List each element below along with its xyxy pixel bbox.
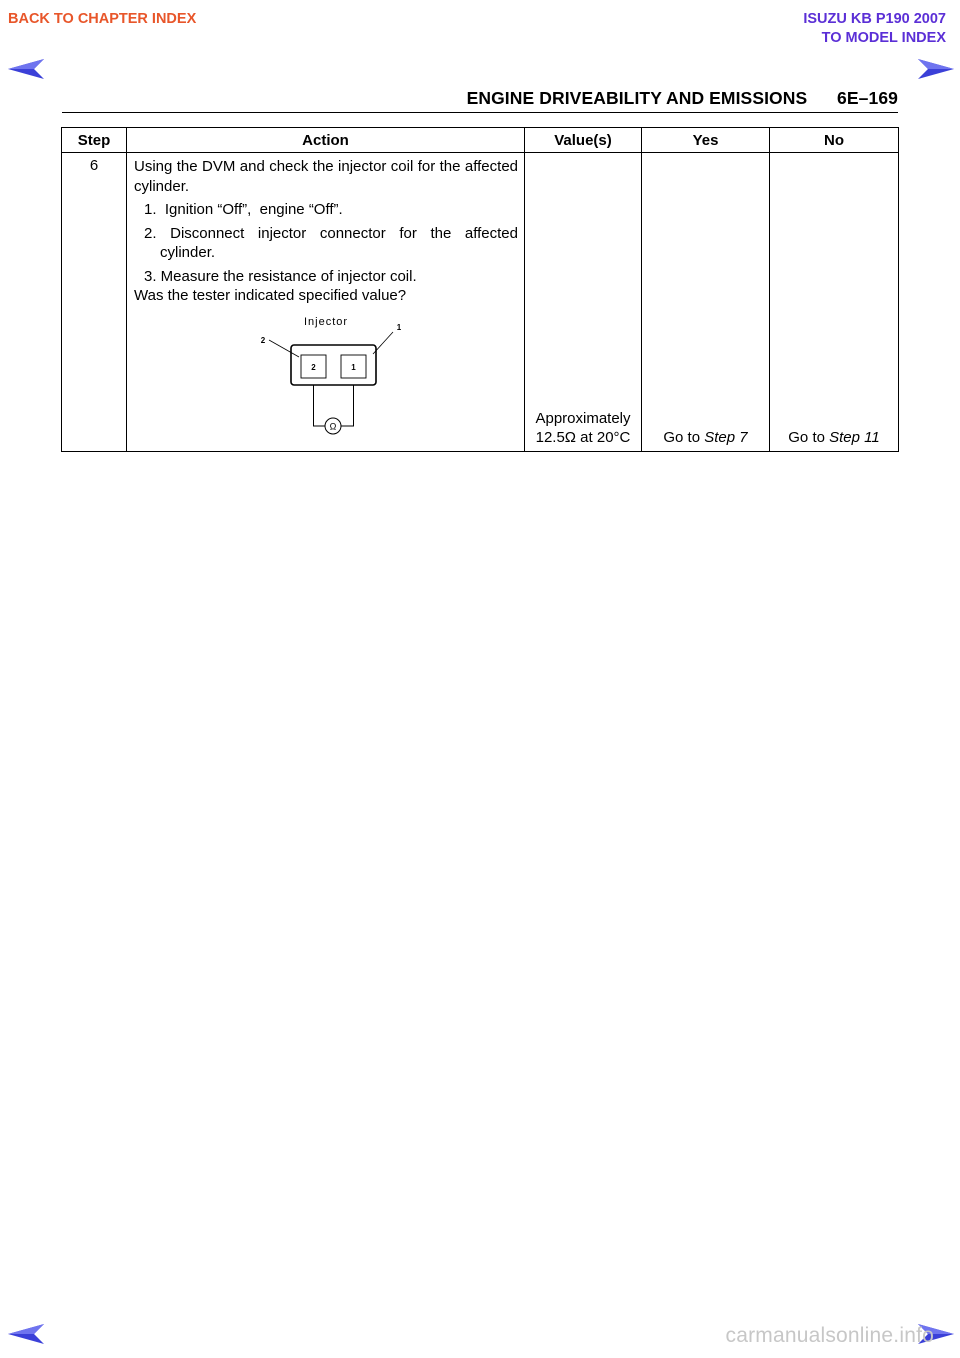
to-model-index-link[interactable]: TO MODEL INDEX bbox=[821, 30, 946, 46]
action-cell bbox=[127, 153, 525, 452]
action-intro: Using the DVM and check the injector coil for the affected cylinder. bbox=[134, 158, 518, 195]
column-header-values: Value(s) bbox=[525, 128, 642, 153]
no-step-link: Step 11 bbox=[829, 429, 880, 446]
meter-lead-right bbox=[341, 385, 354, 426]
callout-1-label: 1 bbox=[396, 322, 402, 332]
site-watermark: carmanualsonline.info bbox=[725, 1324, 934, 1347]
value-cell bbox=[525, 153, 642, 452]
back-to-chapter-index-link[interactable]: BACK TO CHAPTER INDEX bbox=[8, 11, 197, 27]
action-step-2-line1: 2. Disconnect injector connector for the affected bbox=[144, 224, 518, 242]
meter-lead-left bbox=[314, 385, 326, 426]
pin-2-label: 2 bbox=[311, 362, 316, 372]
ohm-symbol: Ω bbox=[329, 421, 337, 431]
diagram-title: Injector bbox=[303, 315, 349, 328]
model-title-link[interactable]: ISUZU KB P190 2007 bbox=[803, 11, 946, 27]
title-divider bbox=[62, 112, 898, 113]
action-step-3: 3. Measure the resistance of injector coil. bbox=[144, 267, 417, 285]
table-header-row bbox=[62, 128, 899, 153]
no-prefix: Go to bbox=[788, 429, 830, 446]
no-cell bbox=[770, 153, 899, 452]
yes-cell bbox=[642, 153, 770, 452]
pin-1-label: 1 bbox=[351, 362, 356, 372]
injector-connector-body bbox=[291, 345, 376, 385]
action-step-2-line2: cylinder. bbox=[160, 244, 216, 261]
action-step-1: 1. Ignition “Off”, engine “Off”. bbox=[144, 201, 343, 218]
action-question: Was the tester indicated specified value? bbox=[134, 287, 407, 304]
page-title: ENGINE DRIVEABILITY AND EMISSIONS 6E–169 bbox=[466, 88, 898, 108]
yes-step-link: Step 7 bbox=[704, 429, 748, 446]
diagnostic-step-table bbox=[61, 127, 899, 452]
column-header-step: Step bbox=[62, 128, 127, 153]
column-header-action: Action bbox=[127, 128, 525, 153]
column-header-no: No bbox=[770, 128, 899, 153]
callout-2-label: 2 bbox=[260, 335, 266, 345]
arrow-right-icon[interactable] bbox=[916, 57, 956, 81]
action-step-2 bbox=[134, 224, 518, 263]
arrow-left-icon[interactable] bbox=[6, 57, 46, 81]
step-number: 6 bbox=[62, 153, 127, 452]
yes-prefix: Go to bbox=[663, 429, 705, 446]
table-row bbox=[62, 153, 899, 452]
column-header-yes: Yes bbox=[642, 128, 770, 153]
value-line-2: 12.5Ω at 20°C bbox=[535, 429, 631, 446]
value-line-1: Approximately bbox=[535, 410, 631, 427]
callout-2-leader bbox=[269, 340, 299, 357]
arrow-left-icon[interactable] bbox=[6, 1322, 46, 1346]
injector-wiring-diagram bbox=[241, 312, 411, 440]
